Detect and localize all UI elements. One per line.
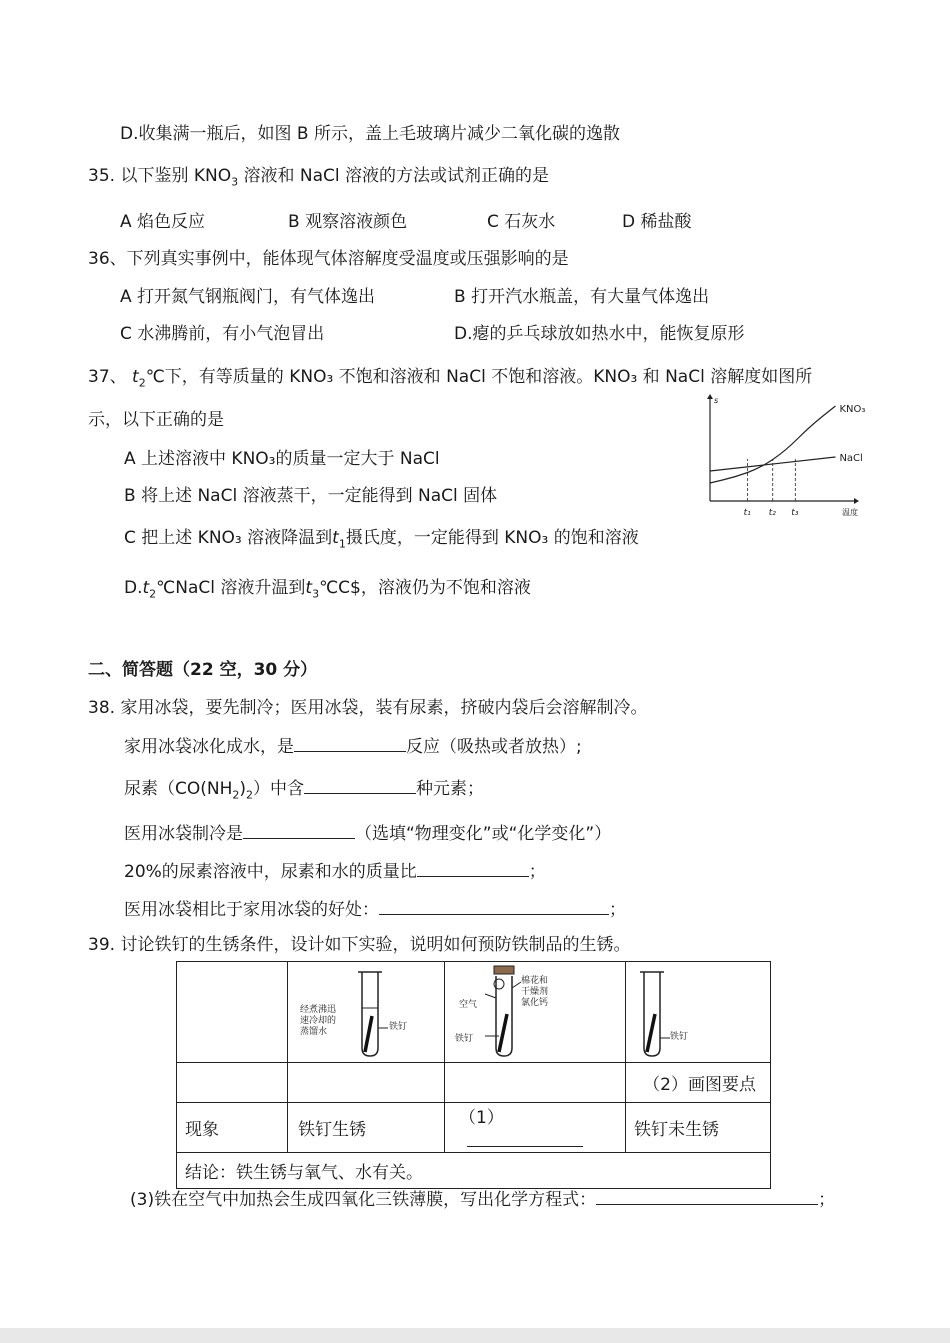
test-tube-1-icon	[348, 968, 408, 1060]
series-label-kno3: KNO₃	[839, 404, 866, 415]
tube2-cell	[445, 962, 626, 1063]
q38-line2-pre: 尿素（CO(NH	[124, 779, 233, 799]
q34-option-d: D.收集满一瓶后，如图 B 所示，盖上毛玻璃片减少二氧化碳的逸散	[120, 124, 620, 144]
page-bottom-bar	[0, 1328, 950, 1343]
x-tick-label-3: t₃	[791, 508, 799, 518]
table-cell-empty	[177, 1063, 288, 1103]
tube3-cell	[626, 962, 771, 1063]
q38-line3	[124, 820, 611, 845]
x-tick-label-1: t₁	[743, 508, 751, 518]
q37-t-sub: 2	[138, 376, 146, 390]
q38-line2-sub2: 2	[246, 788, 254, 802]
q38-blank4[interactable]	[417, 858, 529, 877]
q35-sub: 3	[231, 175, 239, 189]
tube2-air-label: 空气	[459, 1000, 478, 1010]
q39-text: 讨论铁钉的生锈条件，设计如下实验，说明如何预防铁制品的生锈。	[120, 935, 631, 955]
q36-text: 下列真实事例中，能体现气体溶解度受温度或压强影响的是	[126, 249, 569, 269]
tube2-nail-label: 铁钉	[455, 1034, 474, 1044]
q37-option-c-pre: C 把上述 KNO₃ 溶液降温到	[124, 528, 333, 548]
q38-line3-post: （选填“物理变化”或“化学变化”）	[355, 824, 612, 844]
x-axis-label: 温度	[842, 508, 858, 517]
tube1-label-line2: 速冷却的	[300, 1016, 337, 1026]
row2-col4: （2）画图要点	[626, 1063, 771, 1103]
q38-line2-sub1: 2	[232, 788, 240, 802]
q38-line1-post: 反应（吸热或者放热）;	[406, 737, 582, 757]
q39-part3-blank[interactable]	[596, 1186, 818, 1205]
q37-question-line1	[88, 366, 812, 394]
row3-label: 现象	[177, 1103, 288, 1153]
q36-question	[88, 248, 569, 270]
q38-text: 家用冰袋，要先制冷；医用冰袋，装有尿素，挤破内袋后会溶解制冷。	[120, 698, 648, 718]
q37-option-b: B 将上述 NaCl 溶液蒸干，一定能得到 NaCl 固体	[124, 486, 498, 506]
q37-option-d-t3: t	[305, 578, 313, 598]
q38-number: 38.	[88, 698, 116, 718]
q39-question	[88, 934, 630, 956]
tube2-top-line1: 棉花和	[521, 976, 549, 986]
q37-question-line2: 示，以下正确的是	[88, 410, 224, 430]
tube2-top-line2: 干燥剂	[521, 987, 549, 997]
q38-line1-pre: 家用冰袋冰化成水，是	[124, 737, 294, 757]
q39-part3	[130, 1186, 835, 1211]
q37-option-d	[124, 577, 531, 605]
q37-t: t	[132, 367, 139, 387]
q39-number: 39.	[88, 935, 116, 955]
tube1-label-line1: 经煮沸迅	[300, 1005, 337, 1015]
conclusion-row: 结论：铁生锈与氧气、水有关。	[177, 1153, 771, 1189]
q36-option-d: D.瘪的乒乓球放如热水中，能恢复原形	[454, 324, 745, 344]
q38-line5-pre: 医用冰袋相比于家用冰袋的好处：	[124, 900, 379, 920]
tube2-right-label: 氯化钙	[521, 998, 549, 1008]
tube1-cell	[288, 962, 445, 1063]
q35-option-c: C 石灰水	[487, 212, 556, 232]
q38-blank5[interactable]	[379, 896, 609, 915]
q38-line2-end: 种元素；	[416, 779, 485, 799]
q35-option-a: A 焰色反应	[120, 212, 206, 232]
q37-line1-text: ℃下，有等质量的 KNO₃ 不饱和溶液和 NaCl 不饱和溶液。KNO₃ 和 NaCl 溶解度如图所	[145, 367, 813, 387]
q37-number: 37、	[88, 367, 127, 387]
q37-option-d-mid: ℃NaCl 溶液升温到	[156, 578, 306, 598]
q36-option-b: B 打开汽水瓶盖，有大量气体逸出	[454, 287, 710, 307]
row3-col3	[445, 1103, 626, 1153]
q38-line2	[124, 775, 484, 806]
q35-text-post: 溶液和 NaCl 溶液的方法或试剂正确的是	[238, 166, 550, 186]
solubility-chart	[700, 393, 870, 523]
tube1-label-line3: 蒸馏水	[300, 1027, 328, 1037]
tube2-top-label	[521, 976, 548, 1009]
q35-number: 35.	[88, 166, 116, 186]
q37-option-a: A 上述溶液中 KNO₃的质量一定大于 NaCl	[124, 449, 440, 469]
q38-line4	[124, 858, 546, 883]
q37-option-d-sub: 2	[149, 587, 157, 601]
q36-number: 36、	[88, 249, 127, 269]
q38-line5	[124, 896, 626, 921]
q39-part3-text: (3)铁在空气中加热会生成四氧化三铁薄膜，写出化学方程式：	[130, 1190, 597, 1210]
table-cell-empty	[177, 962, 288, 1063]
q39-part3-end: ；	[818, 1190, 836, 1210]
row3-blank[interactable]	[467, 1128, 583, 1147]
q38-blank2[interactable]	[304, 775, 416, 794]
q37-option-c-sub: 1	[338, 537, 346, 551]
q37-option-c	[124, 527, 639, 555]
table-cell-empty	[288, 1063, 445, 1103]
q36-option-c: C 水沸腾前，有小气泡冒出	[120, 324, 325, 344]
x-tick-label-2: t₂	[768, 508, 776, 518]
q35-option-b: B 观察溶液颜色	[288, 212, 408, 232]
tube3-nail-label: 铁钉	[670, 1032, 689, 1042]
x-axis-arrow	[854, 498, 859, 504]
row3-col4: 铁钉未生锈	[626, 1103, 771, 1153]
row3-col3-label: （1）	[459, 1108, 504, 1128]
experiment-table	[176, 961, 771, 1189]
series-label-nacl: NaCl	[839, 453, 863, 464]
tube1-label	[300, 1005, 336, 1038]
q37-option-d-post: ℃C$，溶液仍为不饱和溶液	[319, 578, 531, 598]
q38-line4-post: ；	[528, 862, 546, 882]
table-cell-empty	[445, 1063, 626, 1103]
test-tube-3-icon	[630, 968, 690, 1060]
q37-option-c-t: t	[332, 528, 339, 548]
q37-option-d-pre: D.	[124, 578, 143, 598]
series-line-kno3	[710, 406, 835, 483]
q38-line2-mid: )	[239, 779, 247, 799]
tube1-nail-label: 铁钉	[389, 1022, 408, 1032]
q38-line1	[124, 733, 582, 758]
q36-option-a: A 打开氮气钢瓶阀门，有气体逸出	[120, 287, 376, 307]
q37-option-d-sub3: 3	[312, 587, 320, 601]
section2-title: 二、简答题（22 空，30 分）	[88, 660, 318, 680]
q38-line5-post: ；	[609, 900, 626, 920]
q38-line2-post: ）中含	[253, 779, 305, 799]
q38-line4-pre: 20%的尿素溶液中，尿素和水的质量比	[124, 862, 417, 882]
q37-option-c-post: 摄氏度，一定能得到 KNO₃ 的饱和溶液	[345, 528, 639, 548]
row3-col2: 铁钉生锈	[288, 1103, 445, 1153]
q35-text-pre: 以下鉴别 KNO	[120, 166, 232, 186]
q35-question	[88, 165, 549, 193]
q35-option-d: D 稀盐酸	[622, 212, 692, 232]
q37-option-d-t: t	[142, 578, 150, 598]
q38-line3-pre: 医用冰袋制冷是	[124, 824, 243, 844]
y-axis-label: s	[714, 396, 719, 405]
q38-question	[88, 697, 647, 719]
y-axis-arrow	[707, 394, 713, 399]
q38-blank3[interactable]	[243, 820, 355, 839]
q38-blank1[interactable]	[294, 733, 406, 752]
